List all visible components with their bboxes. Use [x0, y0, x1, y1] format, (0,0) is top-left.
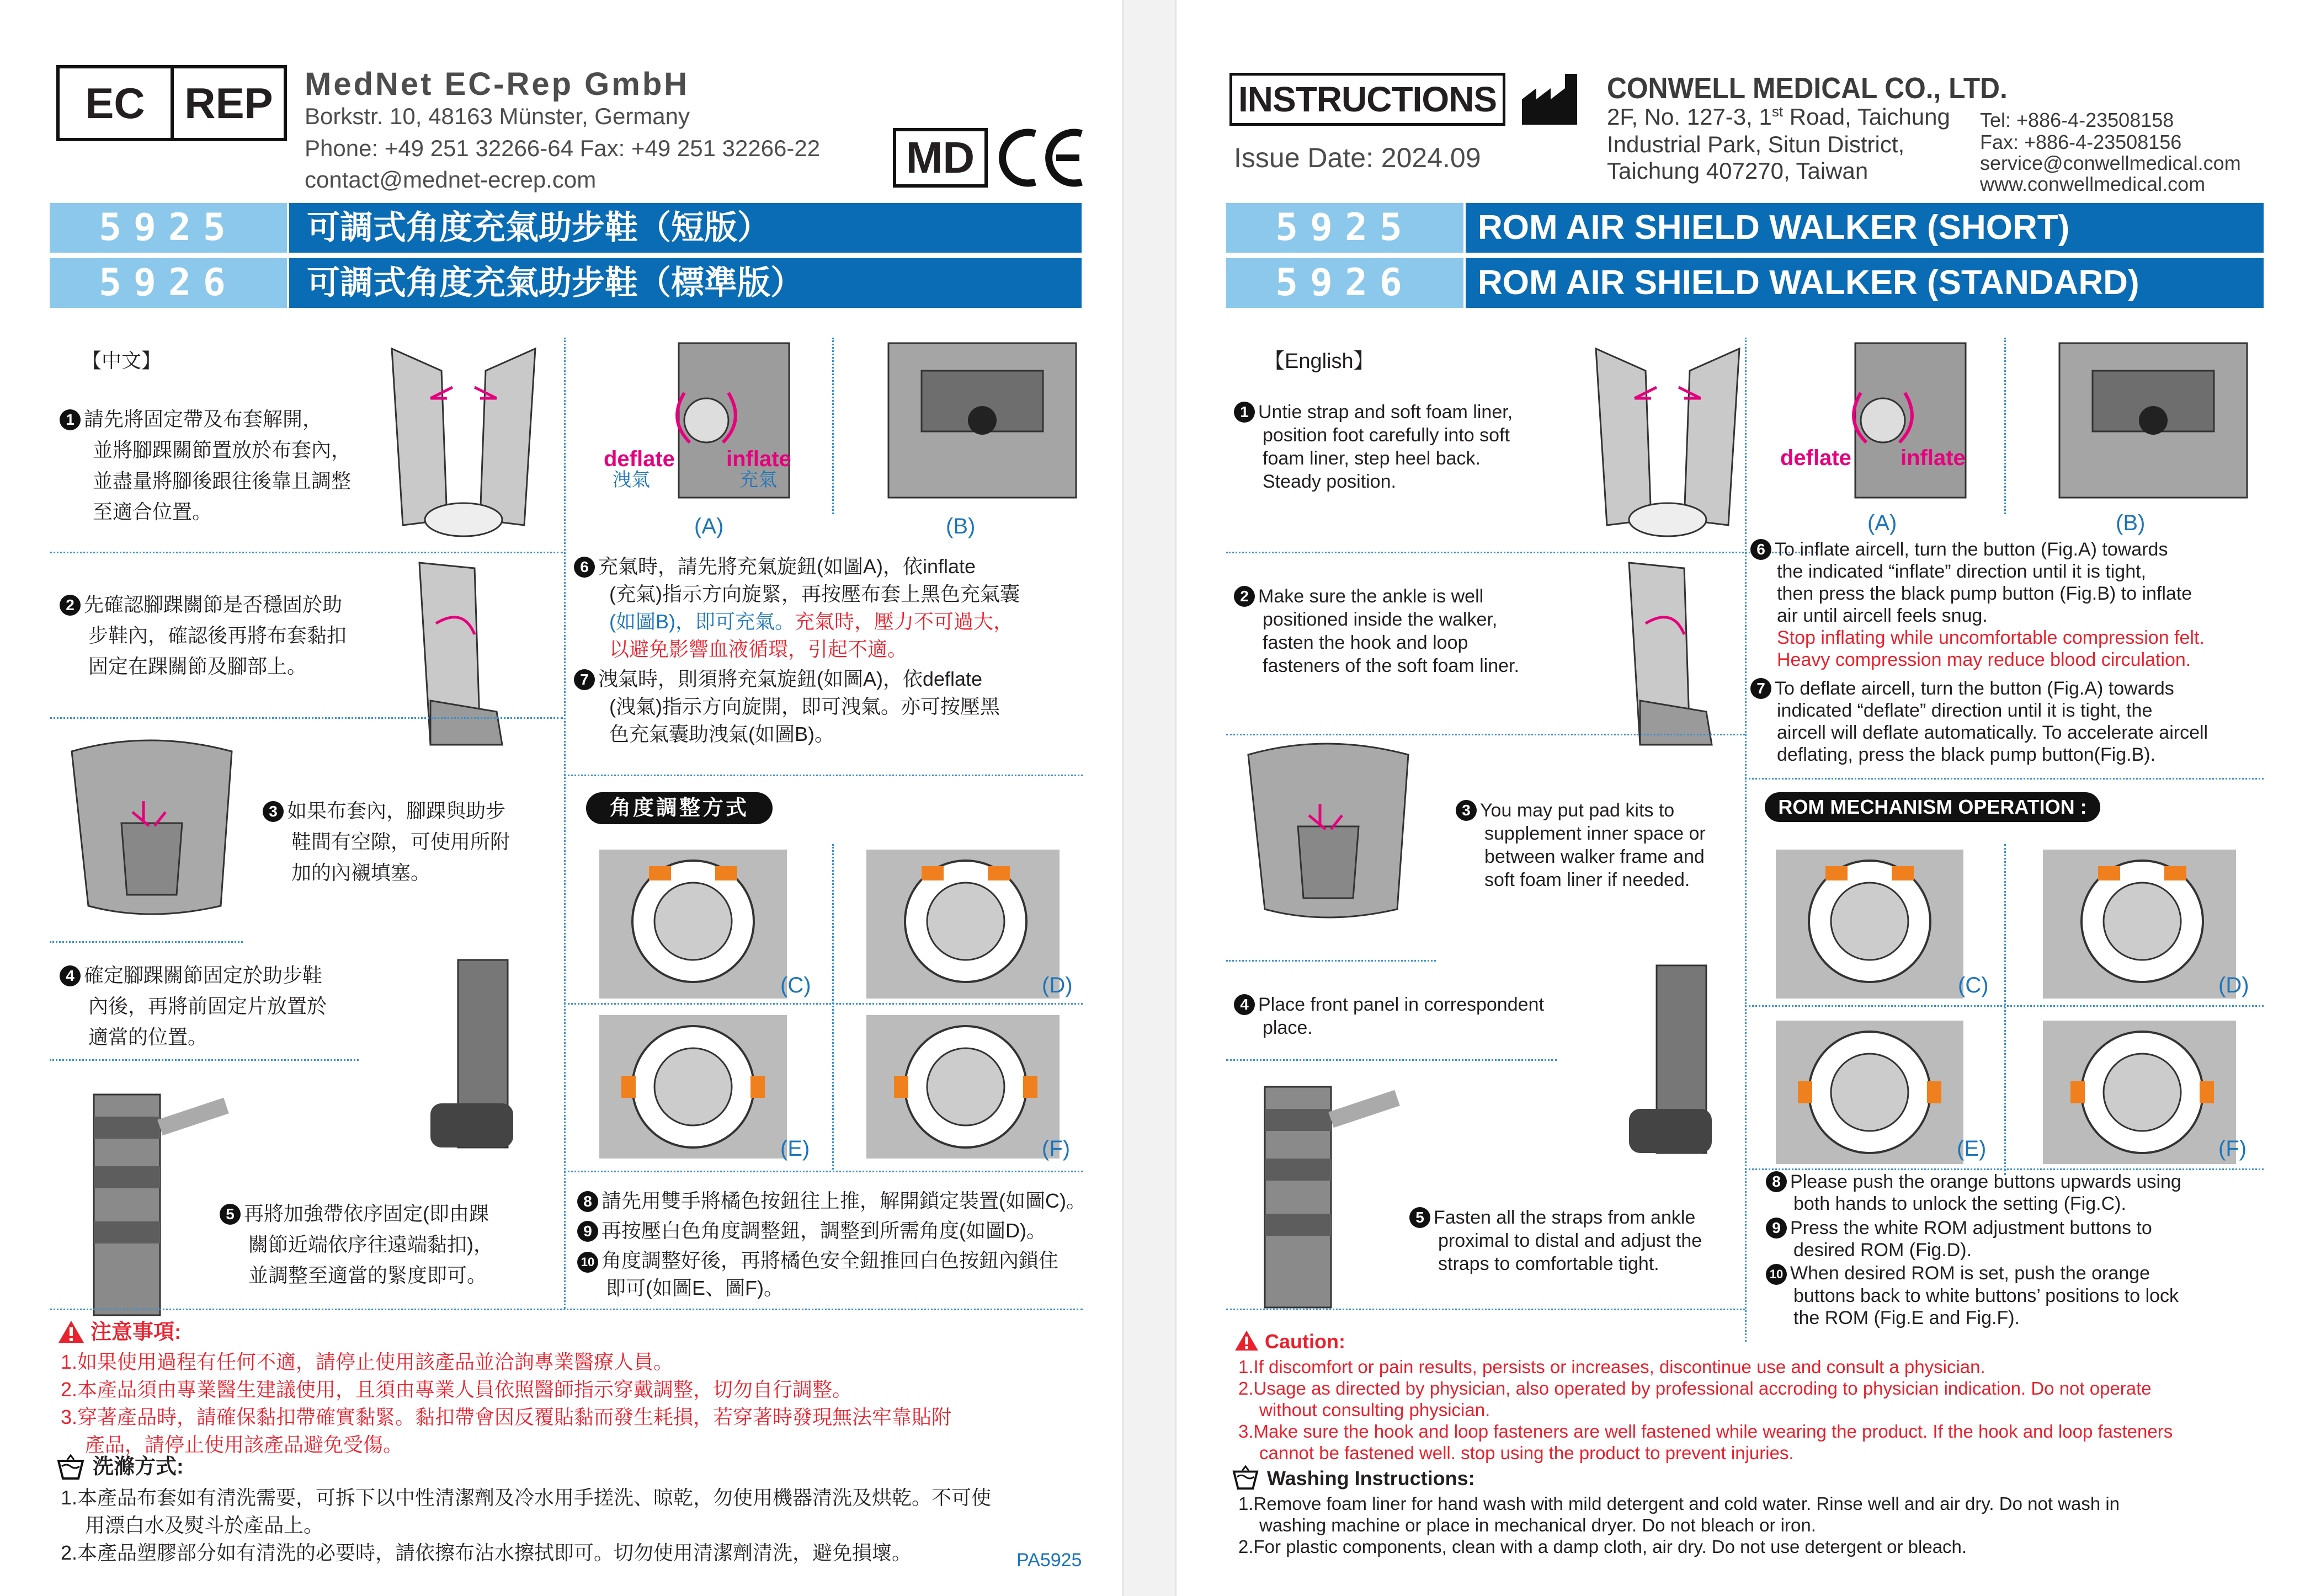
- language-label: 【English】: [1264, 350, 1375, 373]
- divider: [832, 844, 834, 1170]
- strap-illustration: [1248, 1076, 1414, 1313]
- band-code-5925: 5925: [1226, 203, 1463, 253]
- divider: [1745, 1168, 2264, 1170]
- divider: [1226, 1309, 1745, 1310]
- fig-f-label: (F): [1042, 1136, 1071, 1161]
- step-9: 9 Press the white ROM adjustment buttons to desired ROM (Fig.D).: [1766, 1217, 2152, 1261]
- fig-c-illustration: [1754, 844, 1985, 1004]
- divider: [564, 1171, 1083, 1172]
- company-email: service@conwellmedical.com: [1980, 152, 2241, 174]
- front-panel-illustration: [419, 949, 530, 1159]
- divider: [564, 1003, 1083, 1005]
- fig-e-label: (E): [1957, 1136, 1987, 1161]
- inflate-cn-label: 充氣: [739, 469, 777, 490]
- pad-kit-illustration: [1237, 733, 1419, 926]
- deflate-label: deflate: [1780, 446, 1851, 470]
- step-9: 9 再按壓白色角度調整鈕，調整到所需角度(如圖D)。: [577, 1217, 1046, 1245]
- wash-tub-icon: [1232, 1465, 1259, 1491]
- inflate-label: inflate: [1901, 446, 1966, 470]
- fig-a-illustration: [1778, 338, 1988, 503]
- band-code-5925: 5925: [50, 203, 287, 253]
- company-web: www.conwellmedical.com: [1980, 173, 2206, 195]
- step-5: 5 Fasten all the straps from ankle proximal to distal and adjust the straps to comfortable tight.: [1409, 1206, 1702, 1275]
- fig-c-label: (C): [1958, 973, 1989, 997]
- company-tel: Tel: +886-4-23508158: [1980, 109, 2174, 131]
- step-6: 6 To inflate aircell, turn the button (Fig.A) towards the indicated “inflate” direction until it is tight, then press the black pump button (Fig.B) to inflate air until aircell feels snug. Stop inflating while uncomfortable compression felt. Heavy compression may reduce blood circulation.: [1750, 538, 2205, 671]
- fig-a-label: (A): [694, 514, 724, 538]
- step-10: 10 When desired ROM is set, push the orange buttons back to white buttons’ positions to lock the ROM (Fig.E and Fig.F).: [1766, 1262, 2179, 1329]
- foot-liner-illustration: [381, 338, 546, 542]
- fig-c-label: (C): [780, 973, 811, 997]
- step-3: 3 You may put pad kits to supplement inner space or between walker frame and soft foam liner if needed.: [1456, 799, 1706, 892]
- deflate-label: deflate: [604, 447, 675, 471]
- band-title-short: ROM AIR SHIELD WALKER (SHORT): [1466, 203, 2264, 253]
- manufacturer-icon: [1520, 72, 1591, 127]
- english-page: [1175, 0, 2305, 1596]
- company-address-3: Taichung 407270, Taiwan: [1607, 158, 1869, 184]
- rep-email: contact@mednet-ecrep.com: [305, 167, 597, 193]
- fig-c-illustration: [577, 844, 809, 1004]
- divider: [1226, 1059, 1557, 1061]
- step-4: 4 確定腳踝關節固定於助步鞋 內後，再將前固定片放置於 適當的位置。: [60, 960, 327, 1053]
- divider: [50, 941, 243, 943]
- instructions-label: INSTRUCTIONS: [1238, 79, 1497, 119]
- fig-e-label: (E): [780, 1136, 810, 1161]
- step-5: 5 再將加強帶依序固定(即由踝 關節近端依序往遠端黏扣)， 並調整至適當的緊度即可。: [220, 1198, 493, 1291]
- fig-b-illustration: [2048, 338, 2258, 503]
- fig-b-illustration: [877, 338, 1087, 503]
- document-code: PA5925: [1016, 1550, 1082, 1571]
- ec-label: EC: [60, 68, 174, 138]
- divider: [50, 1059, 359, 1061]
- band-title-standard: 可調式角度充氣助步鞋（標準版）: [289, 258, 1082, 308]
- band-title-short: 可調式角度充氣助步鞋（短版）: [289, 203, 1082, 253]
- divider: [564, 338, 566, 1309]
- band-code-5926: 5926: [1226, 258, 1463, 308]
- fig-e-illustration: [1754, 1015, 1985, 1170]
- divider: [564, 775, 1083, 776]
- divider: [50, 1309, 1083, 1310]
- company-address-2: Industrial Park, Situn District,: [1607, 131, 1905, 157]
- wash-title: 洗滌方式:: [93, 1455, 184, 1478]
- divider: [1745, 1005, 2264, 1007]
- fig-f-label: (F): [2218, 1136, 2247, 1161]
- strap-illustration: [77, 1083, 243, 1321]
- rom-operation-title: ROM MECHANISM OPERATION :: [1765, 792, 2100, 822]
- step-8: 8 Please push the orange buttons upwards using both hands to unlock the setting (Fig.C).: [1766, 1171, 2181, 1215]
- step-1: 1 請先將固定帶及布套解開， 並將腳踝關節置放於布套內， 並盡量將腳後跟往後靠且調整 至適合位置。: [60, 404, 351, 527]
- band-code-5926: 5926: [50, 258, 287, 308]
- front-panel-illustration: [1618, 954, 1728, 1164]
- step-8: 8 請先用雙手將橘色按鈕往上推，解開鎖定裝置(如圖C)。: [577, 1187, 1086, 1215]
- step-7: 7 To deflate aircell, turn the button (Fig.A) towards indicated “deflate” direction until it is tight, the aircell will deflate automatically. To accelerate aircell deflating, press the black pump button(Fig.B).: [1750, 677, 2208, 766]
- ec-rep-symbol: [56, 65, 287, 141]
- chinese-page: [0, 0, 1124, 1596]
- caution-title: Caution:: [1265, 1330, 1345, 1353]
- inflate-label: inflate: [726, 447, 791, 471]
- company-name: CONWELL MEDICAL CO., LTD.: [1607, 72, 2008, 105]
- rep-company-name: MedNet EC-Rep GmbH: [305, 66, 690, 102]
- rep-phone: Phone: +49 251 32266-64 Fax: +49 251 32266-22: [305, 135, 821, 161]
- caution-list: 1.如果使用過程有任何不適，請停止使用該產品並洽詢專業醫療人員。 2.本產品須由專業醫生建議使用，且須由專業人員依照醫師指示穿戴調整，切勿自行調整。 3.穿著產品時，請確保黏扣帶確實黏緊。黏扣帶會因反覆貼黏而發生耗損，若穿著時發現無法牢靠貼附 產品，請停止使用該產品避免受傷。: [61, 1351, 952, 1456]
- ce-mark: [993, 126, 1088, 190]
- language-label: 【中文】: [82, 349, 162, 372]
- fig-b-label: (B): [2116, 511, 2146, 535]
- band-title-standard: ROM AIR SHIELD WALKER (STANDARD): [1466, 258, 2264, 308]
- fig-e-illustration: [577, 1010, 809, 1164]
- warning-icon: [1234, 1330, 1259, 1352]
- divider: [1745, 778, 2264, 780]
- step-1: 1 Untie strap and soft foam liner, position foot carefully into soft foam liner, step heel back. Steady position.: [1234, 401, 1513, 493]
- divider: [1745, 338, 1747, 1342]
- company-fax: Fax: +886-4-23508156: [1980, 131, 2182, 153]
- divider: [2004, 844, 2006, 1175]
- fig-d-label: (D): [1042, 973, 1073, 997]
- rom-operation-title: 角度調整方式: [586, 792, 773, 824]
- foot-liner-illustration: [1585, 338, 1750, 542]
- step-2: 2 先確認腳踝關節是否穩固於助 步鞋內，確認後再將布套黏扣 固定在踝關節及腳部上。: [60, 589, 347, 682]
- wash-list: 1.本產品布套如有清洗需要，可拆下以中性清潔劑及冷水用手搓洗、晾乾，勿使用機器清洗及烘乾。不可使 用漂白水及熨斗於產品上。 2.本產品塑膠部分如有清洗的必要時，請依擦布沾水擦拭即可。切勿使用清潔劑清洗，避免損壞。: [61, 1486, 992, 1564]
- deflate-cn-label: 洩氣: [613, 469, 650, 490]
- step-3: 3 如果布套內，腳踝與助步 鞋間有空隙，可使用所附 加的內襯填塞。: [263, 796, 510, 888]
- instructions-box: [1229, 73, 1505, 126]
- wash-title: Washing Instructions:: [1267, 1467, 1475, 1490]
- caution-title: 注意事項:: [91, 1321, 182, 1344]
- md-symbol: MD: [893, 128, 988, 188]
- fig-d-label: (D): [2218, 973, 2249, 997]
- pad-kit-illustration: [61, 729, 243, 922]
- rep-label: REP: [184, 79, 273, 127]
- fig-a-label: (A): [1867, 511, 1897, 535]
- caution-list: 1.If discomfort or pain results, persists or increases, discontinue use and consult a physician. 2.Usage as directed by physician, also operated by professional accroding to physician indication. Do not operate without consulting physician. 3.Make sure the hook and loop fasteners are well fastened while wearing the product. If the hook and loop fasteners cannot be fastened well. stop using the product to prevent injuries.: [1238, 1357, 2173, 1463]
- wash-tub-icon: [56, 1454, 85, 1481]
- step-7: 7 洩氣時，則須將充氣旋鈕(如圖A)，依deflate (洩氣)指示方向旋開，即可洩氣。亦可按壓黑 色充氣囊助洩氣(如圖B)。: [574, 665, 1000, 748]
- divider: [1226, 960, 1436, 962]
- divider: [50, 717, 563, 719]
- wash-list: 1.Remove foam liner for hand wash with mild detergent and cold water. Rinse well and air dry. Do not wash in washing machine or place in mechanical dryer. Do not bleach or iron. 2.For plastic components, clean with a damp cloth, air dry. Do not use detergent or bleach.: [1238, 1493, 2120, 1557]
- step-10: 10 角度調整好後，再將橘色安全鈕推回白色按鈕內鎖住 即可(如圖E、圖F)。: [577, 1247, 1058, 1302]
- walker-side-illustration: [1596, 552, 1739, 756]
- walker-side-illustration: [386, 552, 530, 756]
- step-1-number: 1: [60, 409, 81, 430]
- fig-b-label: (B): [946, 514, 976, 538]
- step-4: 4 Place front panel in correspondent place.: [1234, 993, 1544, 1039]
- issue-date: Issue Date: 2024.09: [1234, 142, 1481, 173]
- rep-address: Borkstr. 10, 48163 Münster, Germany: [305, 103, 690, 129]
- divider: [2004, 338, 2006, 514]
- step-2: 2 Make sure the ankle is well positioned inside the walker, fasten the hook and loop fasteners of the soft foam liner.: [1234, 585, 1519, 677]
- divider: [832, 338, 834, 514]
- warning-icon: [57, 1320, 85, 1344]
- step-6: 6 充氣時，請先將充氣旋鈕(如圖A)，依inflate (充氣)指示方向旋緊，再按壓布套上黑色充氣囊 (如圖B)，即可充氣。充氣時，壓力不可過大， 以避免影響血液循環，引起不適。: [574, 553, 1020, 663]
- company-address-1: 2F, No. 127-3, 1st Road, Taichung: [1607, 103, 1950, 130]
